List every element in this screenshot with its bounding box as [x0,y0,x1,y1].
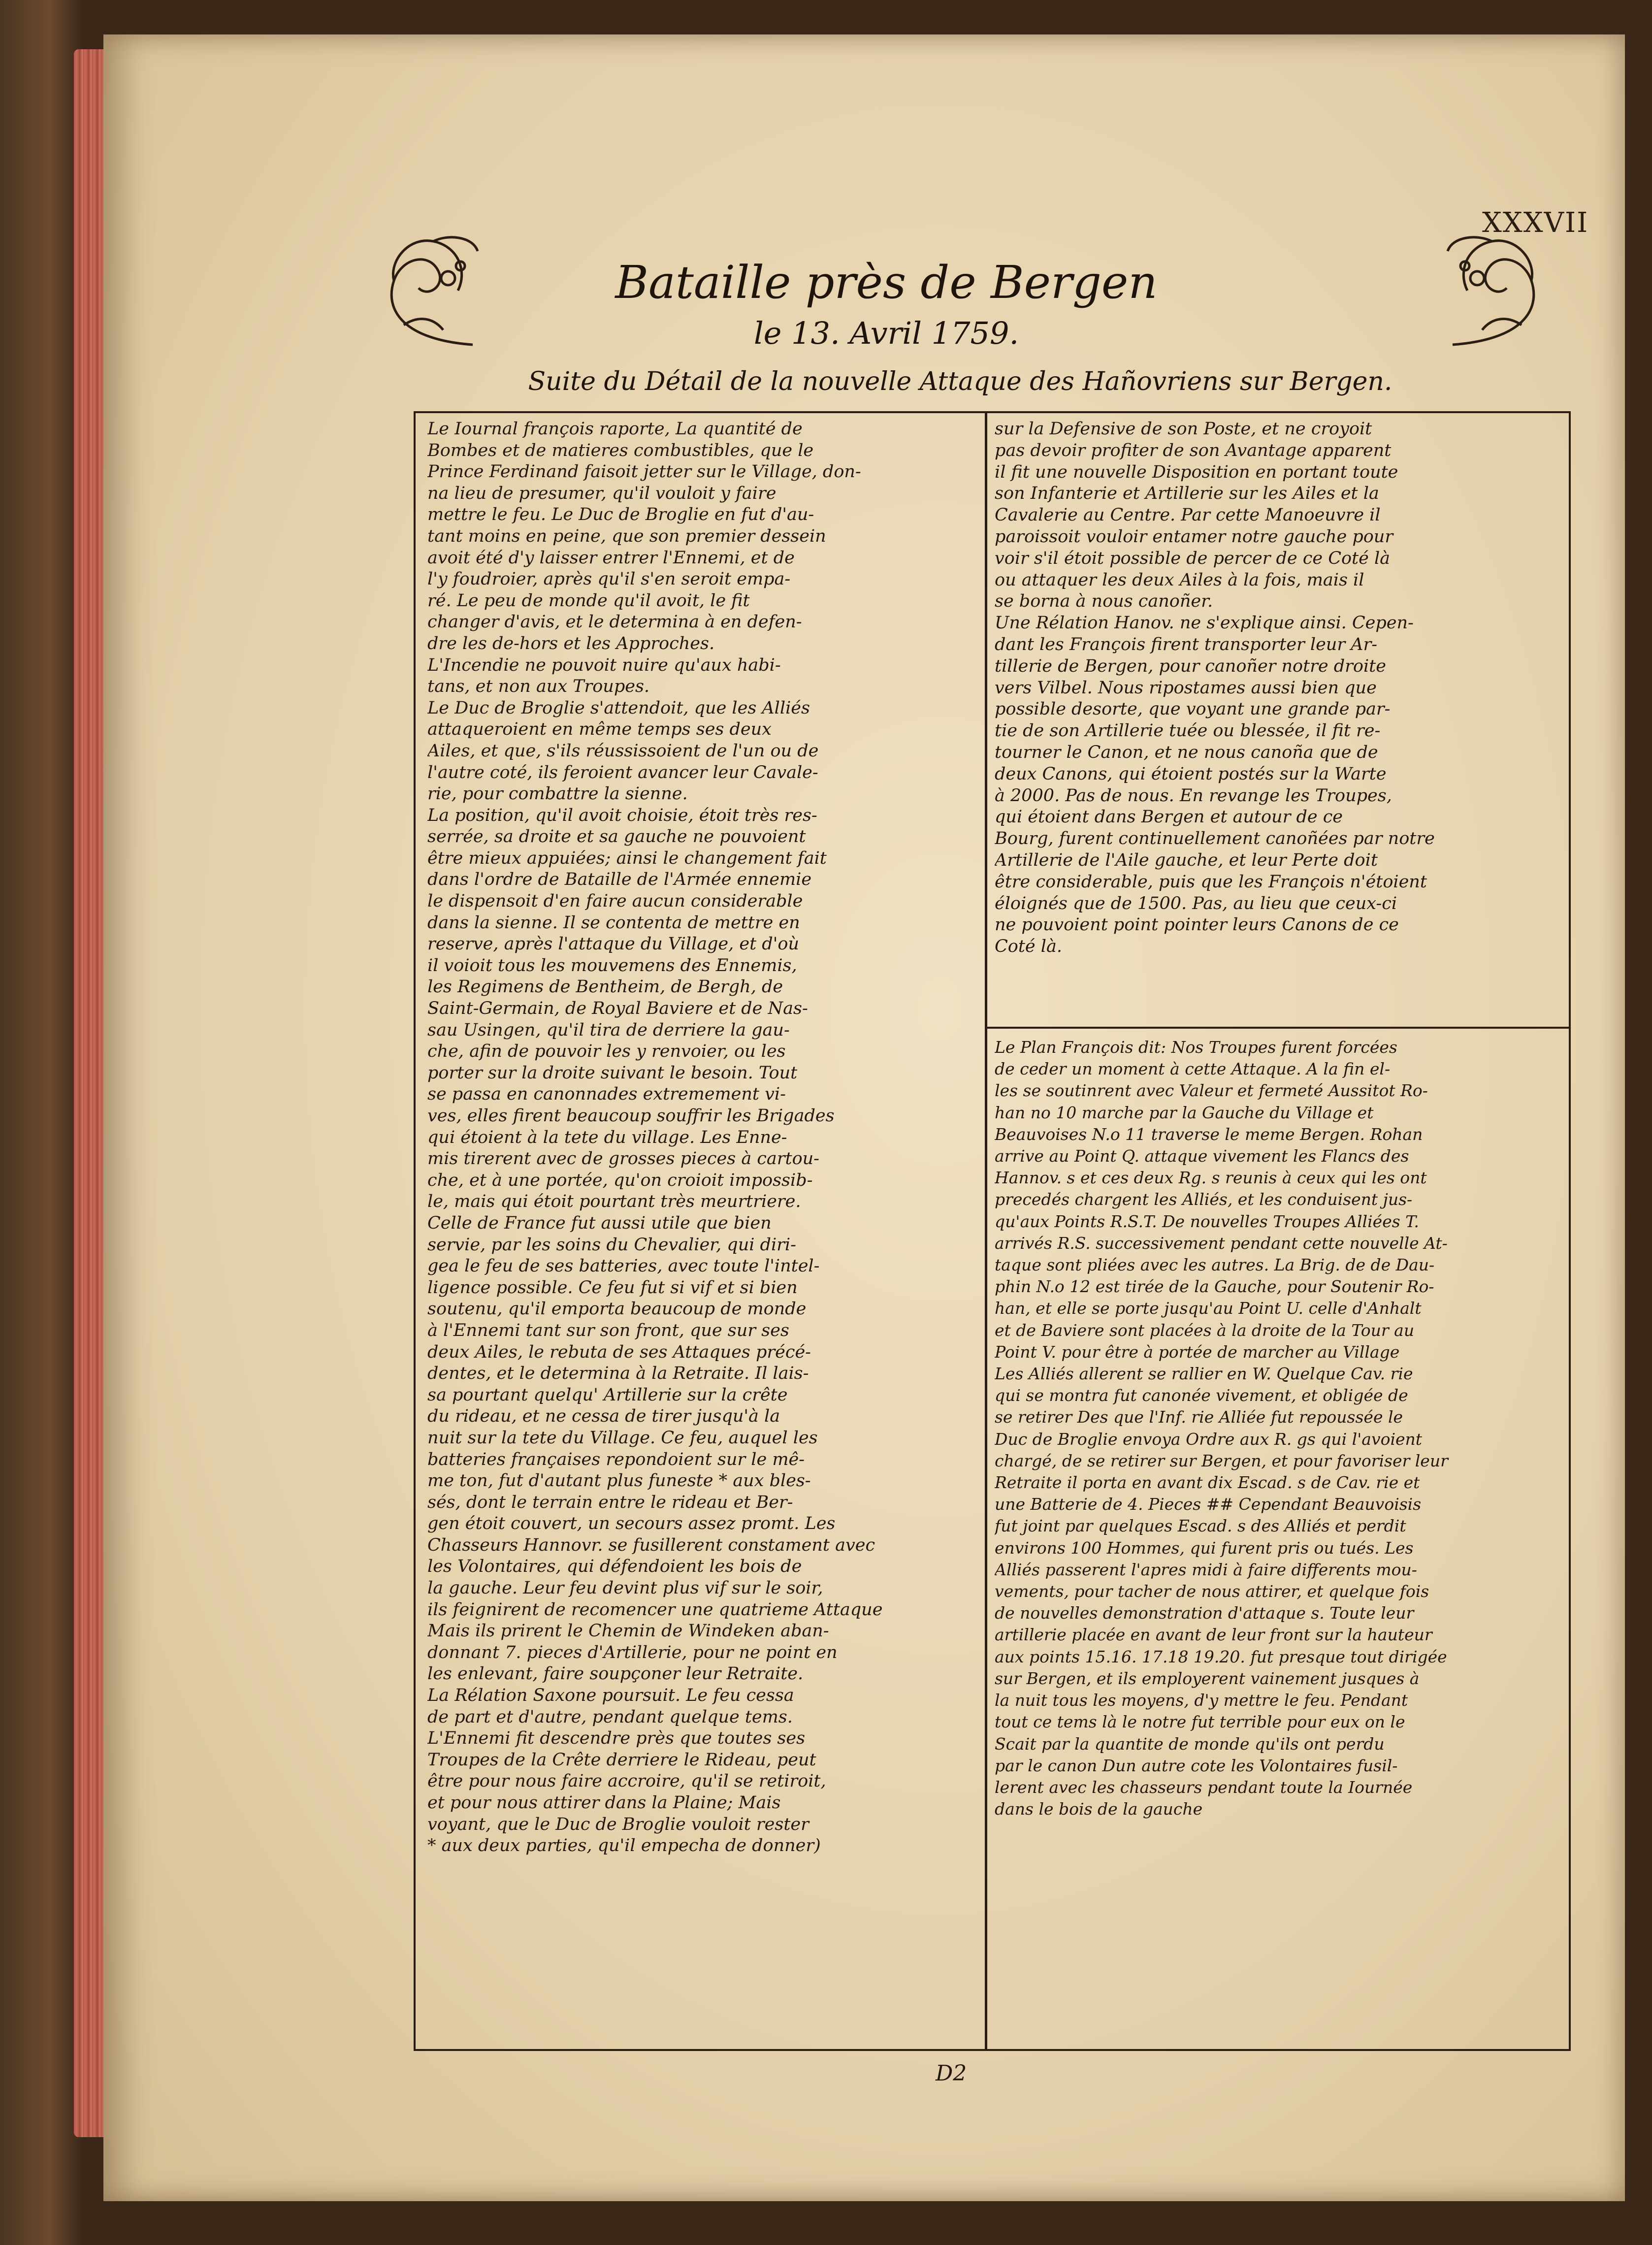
page-subtitle: Suite du Détail de la nouvelle Attaque des Hañovriens sur Bergen. [528,367,1393,396]
column-divider [985,411,987,2051]
signature-mark: D2 [936,2061,967,2086]
rococo-scroll-ornament-icon [1443,231,1551,350]
page-title: Bataille près de Bergen [615,256,1158,309]
section-divider [987,1027,1571,1029]
right-column-bottom-text: Le Plan François dit: Nos Troupes furent forcées de ceder un moment à cette Attaque. A la fin el- les se soutinrent avec Valeur et fermeté Aussitot Ro- han no 10 marche par la Gauche du Village et Beauvoises N.o 11 traverse le meme Bergen. Rohan arrive au Point Q. attaque vivement les Flancs des Hannov. s et ces deux Rg. s reunis à ceux qui les ont precedés chargent les Alliés, et les conduisent jus- qu'aux Points R.S.T. De nouvelles Troupes Alliées T. arrivés R.S. successivement pendant cette nouvelle At- taque sont pliées avec les autres. La Brig. de de Dau- phin N.o 12 est tirée de la Gauche, pour Soutenir Ro- han, et elle se porte jusqu'au Point U. celle d'Anhalt et de Baviere sont placées à la droite de la Tour au Point V. pour être à portée de marcher au Village Les Alliés allerent se rallier en W. Quelque Cav. rie qui se montra fut canonée vivement, et obligée de se retirer Des que l'Inf. rie Alliée fut repoussée le Duc de Broglie envoya Ordre aux R. gs qui l'avoient chargé, de se retirer sur Bergen, et pour favoriser leur Retraite il porta en avant dix Escad. s de Cav. rie et une Batterie de 4. Pieces ## Cependant Beauvoisis fut joint par quelques Escad. s des Alliés et perdit environs 100 Hommes, qui furent pris ou tués. Les Alliés passerent l'apres midi à faire differents mou- vements, pour tacher de nous attirer, et quelque fois de nouvelles demonstration d'attaque s. Toute leur artillerie placée en avant de leur front sur la hauteur aux points 15.16. 17.18 19.20. fut presque tout dirigée sur Bergen, et ils employerent vainement jusques à la nuit tous les moyens, d'y mettre le feu. Pendant tout ce tems là le notre fut terrible pour eux on le Scait par la quantite de monde qu'ils ont perdu par le canon Dun autre cote les Volontaires fusil- lerent avec les chasseurs pendant toute la Iournée dans le bois de la gauche [995,1038,1448,1819]
rococo-scroll-ornament-icon [374,231,483,350]
page-number: XXXVII [1482,207,1589,239]
battle-date: le 13. Avril 1759. [753,315,1019,351]
right-column-top-text: sur la Defensive de son Poste, et ne croyoit pas devoir profiter de son Avantage apparent il fit une nouvelle Disposition en portant toute son Infanterie et Artillerie sur les Ailes et la Cavalerie au Centre. Par cette Manoeuvre il paroissoit vouloir entamer notre gauche pour voir s'il étoit possible de percer de ce Coté là ou attaquer les deux Ailes à la fois, mais il se borna à nous canoñer. Une Rélation Hanov. ne s'explique ainsi. Cepen- dant les François firent transporter leur Ar- tillerie de Bergen, pour canoñer notre droite vers Vilbel. Nous ripostames aussi bien que possible desorte, que voyant une grande par- tie de son Artillerie tuée ou blessée, il fit re- tourner le Canon, et ne nous canoña que de deux Canons, qui étoient postés sur la Warte à 2000. Pas de nous. En revange les Troupes, qui étoient dans Bergen et autour de ce Bourg, furent continuellement canoñées par notre Artillerie de l'Aile gauche, et leur Perte doit être considerable, puis que les François n'étoient éloignés que de 1500. Pas, au lieu que ceux-ci ne pouvoient point pointer leurs Canons de ce Coté là. [995,419,1435,957]
left-column-text: Le Iournal françois raporte, La quantité de Bombes et de matieres combustibles, que le Prince Ferdinand faisoit jetter sur le Village, don- na lieu de presumer, qu'il vouloit y faire mettre le feu. Le Duc de Broglie en fut d'au- tant moins en peine, que son premier dessein avoit été d'y laisser entrer l'Ennemi, et de l'y foudroier, après qu'il s'en seroit empa- ré. Le peu de monde qu'il avoit, le fit changer d'avis, et le determina à en defen- dre les de-hors et les Approches. L'Incendie ne pouvoit nuire qu'aux habi- tans, et non aux Troupes. Le Duc de Broglie s'attendoit, que les Alliés attaqueroient en même temps ses deux Ailes, et que, s'ils réussissoient de l'un ou de l'autre coté, ils feroient avancer leur Cavale- rie, pour combattre la sienne. La position, qu'il avoit choisie, étoit très res- serrée, sa droite et sa gauche ne pouvoient être mieux appuiées; ainsi le changement fait dans l'ordre de Bataille de l'Armée ennemie le dispensoit d'en faire aucun considerable dans la sienne. Il se contenta de mettre en reserve, après l'attaque du Village, et d'où il voioit tous les mouvemens des Ennemis, les Regimens de Bentheim, de Bergh, de Saint-Germain, de Royal Baviere et de Nas- sau Usingen, qu'il tira de derriere la gau- che, afin de pouvoir les y renvoier, ou les porter sur la droite suivant le besoin. Tout se passa en canonnades extremement vi- ves, elles firent beaucoup souffrir les Brigades qui étoient à la tete du village. Les Enne- mis tirerent avec de grosses pieces à cartou- che, et à une portée, qu'on croioit impossib- le, mais qui étoit pourtant très meurtriere. Celle de France fut aussi utile que bien servie, par les soins du Chevalier, qui diri- gea le feu de ses batteries, avec toute l'intel- ligence possible. Ce feu fut si vif et si bien soutenu, qu'il emporta beaucoup de monde à l'Ennemi tant sur son front, que sur ses deux Ailes, le rebuta de ses Attaques précé- dentes, et le determina à la Retraite. Il lais- sa pourtant quelqu' Artillerie sur la crête du rideau, et ne cessa de tirer jusqu'à la nuit sur la tete du Village. Ce feu, auquel les batteries françaises repondoient sur le mê- me ton, fut d'autant plus funeste * aux bles- sés, dont le terrain entre le rideau et Ber- gen étoit couvert, un secours assez promt. Les Chasseurs Hannovr. se fusillerent constament avec les Volontaires, qui défendoient les bois de la gauche. Leur feu devint plus vif sur le soir, ils feignirent de recomencer une quatrieme Attaque Mais ils prirent le Chemin de Windeken aban- donnant 7. pieces d'Artillerie, pour ne point en les enlevant, faire soupçoner leur Retraite. La Rélation Saxone poursuit. Le feu cessa de part et d'autre, pendant quelque tems. L'Ennemi fit descendre près que toutes ses Troupes de la Crête derriere le Rideau, peut être pour nous faire accroire, qu'il se retiroit, et pour nous attirer dans la Plaine; Mais voyant, que le Duc de Broglie vouloit rester * aux deux parties, qu'il empecha de donner) [427,419,883,1856]
